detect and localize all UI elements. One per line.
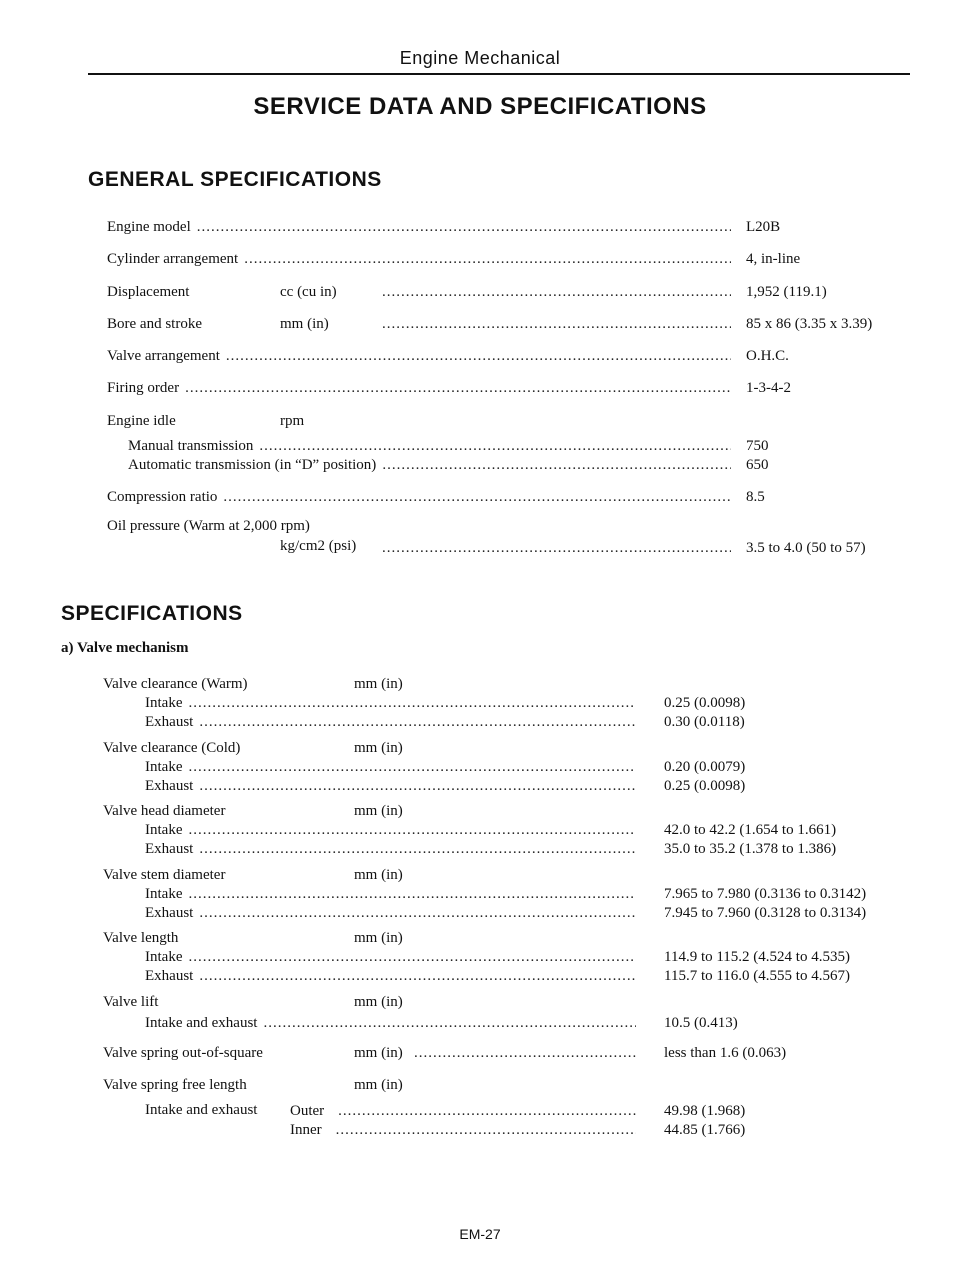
inner-label: Inner [290,1122,322,1138]
stem-diameter-unit: mm (in) [354,867,403,883]
valve-arrangement-label: Valve arrangement [107,348,220,364]
clearance-cold-intake-value: 0.20 (0.0079) [664,759,746,775]
valve-arrangement-value: O.H.C. [746,348,789,364]
spring-outer-value: 49.98 (1.968) [664,1103,746,1119]
header-rule [88,73,910,75]
spring-intake-exhaust-label: Intake and exhaust [145,1102,258,1118]
stem-diameter-label: Valve stem diameter [103,867,226,883]
cylinder-arrangement-value: 4, in-line [746,251,801,267]
spec-row-cylinder-arrangement [107,250,737,268]
valve-length-intake-row [145,948,642,966]
idle-automatic-value: 650 [746,457,769,473]
spec-row-oil-pressure [382,539,737,557]
compression-ratio-value: 8.5 [746,489,765,505]
running-header: Engine Mechanical [399,48,561,68]
clearance-cold-label: Valve clearance (Cold) [103,740,241,756]
spring-outer-row [290,1102,642,1120]
displacement-label: Displacement [107,284,190,300]
clearance-warm-exhaust-value: 0.30 (0.0118) [664,714,745,730]
intake-and-exhaust-label: Intake and exhaust [145,1015,258,1031]
clearance-cold-exhaust-row [145,777,642,795]
oil-pressure-label: Oil pressure (Warm at 2,000 rpm) [107,518,310,534]
spec-row-valve-arrangement [107,347,737,365]
displacement-value: 1,952 (119.1) [746,284,827,300]
clearance-warm-intake-value: 0.25 (0.0098) [664,695,746,711]
intake-label: Intake [145,759,183,775]
valve-mechanism-subheading: a) Valve mechanism [61,640,189,656]
valve-length-unit: mm (in) [354,930,403,946]
bore-stroke-value: 85 x 86 (3.35 x 3.39) [746,316,873,332]
spec-row-bore-stroke [382,315,737,333]
intake-label: Intake [145,695,183,711]
clearance-cold-unit: mm (in) [354,740,403,756]
exhaust-label: Exhaust [145,905,194,921]
intake-label: Intake [145,886,183,902]
general-specifications-heading: GENERAL SPECIFICATIONS [88,168,382,191]
engine-model-label: Engine model [107,219,191,235]
valve-lift-value: 10.5 (0.413) [664,1015,738,1031]
clearance-cold-intake-row [145,758,642,776]
spec-row-compression-ratio [107,488,737,506]
spring-inner-value: 44.85 (1.766) [664,1122,746,1138]
idle-manual-value: 750 [746,438,769,454]
intake-label: Intake [145,822,183,838]
spec-row-displacement [382,283,737,301]
spec-row-idle-automatic [128,456,737,474]
exhaust-label: Exhaust [145,968,194,984]
clearance-warm-unit: mm (in) [354,676,403,692]
cylinder-arrangement-label: Cylinder arrangement [107,251,239,267]
spring-square-row [414,1044,642,1062]
clearance-warm-exhaust-row [145,713,642,731]
spring-free-length-unit: mm (in) [354,1077,403,1093]
stem-diameter-intake-row [145,885,642,903]
exhaust-label: Exhaust [145,714,194,730]
valve-length-intake-value: 114.9 to 115.2 (4.524 to 4.535) [664,949,850,965]
head-diameter-exhaust-value: 35.0 to 35.2 (1.378 to 1.386) [664,841,837,857]
page-title: SERVICE DATA AND SPECIFICATIONS [253,93,707,120]
head-diameter-label: Valve head diameter [103,803,226,819]
idle-automatic-label: Automatic transmission (in “D” position) [128,457,377,473]
spec-row-idle-manual [128,437,737,455]
bore-stroke-unit: mm (in) [280,316,329,332]
exhaust-label: Exhaust [145,778,194,794]
spring-square-unit: mm (in) [354,1045,403,1061]
valve-lift-label: Valve lift [103,994,159,1010]
exhaust-label: Exhaust [145,841,194,857]
compression-ratio-label: Compression ratio [107,489,218,505]
engine-idle-unit: rpm [280,413,305,429]
displacement-unit: cc (cu in) [280,284,337,300]
spring-free-length-label: Valve spring free length [103,1077,247,1093]
valve-length-exhaust-row [145,967,642,985]
oil-pressure-value: 3.5 to 4.0 (50 to 57) [746,540,866,556]
clearance-warm-intake-row [145,694,642,712]
bore-stroke-label: Bore and stroke [107,316,202,332]
engine-model-value: L20B [746,219,781,235]
oil-pressure-unit: kg/cm2 (psi) [280,538,357,554]
spring-square-value: less than 1.6 (0.063) [664,1045,787,1061]
outer-label: Outer [290,1103,325,1119]
page-number: EM-27 [459,1226,501,1242]
head-diameter-intake-value: 42.0 to 42.2 (1.654 to 1.661) [664,822,837,838]
stem-diameter-exhaust-value: 7.945 to 7.960 (0.3128 to 0.3134) [664,905,867,921]
spring-inner-row [290,1121,642,1139]
specifications-heading: SPECIFICATIONS [61,602,243,625]
spec-row-engine-model [107,218,737,236]
clearance-warm-label: Valve clearance (Warm) [103,676,248,692]
valve-lift-unit: mm (in) [354,994,403,1010]
idle-manual-label: Manual transmission [128,438,254,454]
intake-label: Intake [145,949,183,965]
valve-length-exhaust-value: 115.7 to 116.0 (4.555 to 4.567) [664,968,850,984]
head-diameter-exhaust-row [145,840,642,858]
spring-square-label: Valve spring out-of-square [103,1045,263,1061]
firing-order-label: Firing order [107,380,180,396]
stem-diameter-intake-value: 7.965 to 7.980 (0.3136 to 0.3142) [664,886,867,902]
spec-row-firing-order [107,379,737,397]
stem-diameter-exhaust-row [145,904,642,922]
valve-lift-row [145,1014,642,1032]
engine-idle-label: Engine idle [107,413,176,429]
firing-order-value: 1-3-4-2 [746,380,791,396]
head-diameter-intake-row [145,821,642,839]
head-diameter-unit: mm (in) [354,803,403,819]
clearance-cold-exhaust-value: 0.25 (0.0098) [664,778,746,794]
valve-length-label: Valve length [103,930,179,946]
